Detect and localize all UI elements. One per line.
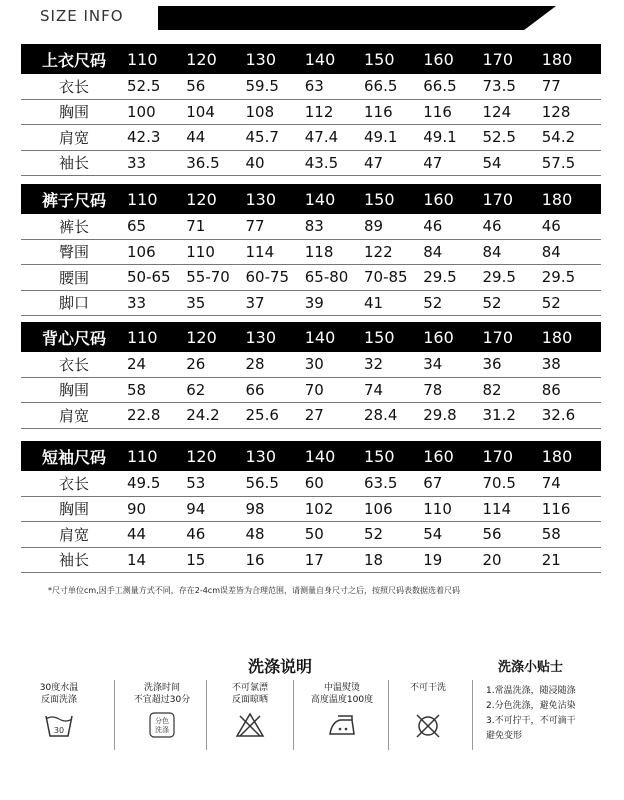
size-table-header	[21, 44, 601, 74]
table-cell: 116	[423, 102, 452, 121]
row-label: 袖长	[58, 551, 89, 570]
tip-line: 避免变形	[486, 731, 523, 741]
table-cell: 114	[245, 242, 275, 261]
row-label: 胸围	[58, 381, 89, 400]
table-cell: 98	[245, 499, 265, 518]
table-row	[21, 291, 601, 317]
size-header-cell: 160	[423, 327, 454, 347]
row-label: 胸围	[58, 103, 89, 122]
row-label: 肩宽	[58, 128, 89, 147]
wash-item-line: 不可干洗	[409, 683, 446, 693]
table-cell: 57.5	[541, 153, 576, 172]
size-table-label: 上衣尺码	[41, 50, 106, 70]
table-cell: 29.5	[541, 268, 576, 287]
row-label: 肩宽	[58, 406, 89, 425]
table-cell: 70-85	[364, 268, 408, 287]
table-cell: 39	[304, 293, 324, 312]
table-cell: 78	[423, 380, 443, 399]
row-label: 衣长	[58, 77, 89, 96]
table-cell: 34	[423, 355, 443, 374]
row-label: 裤长	[58, 217, 89, 236]
wash-item-line: 不宜超过30分	[133, 695, 191, 705]
row-label: 袖长	[58, 154, 89, 173]
size-table	[21, 44, 601, 176]
no-bleach-icon	[210, 712, 290, 738]
table-cell: 14	[127, 550, 147, 569]
table-cell: 128	[541, 102, 571, 121]
table-cell: 84	[423, 242, 443, 261]
table-cell: 62	[186, 380, 206, 399]
table-cell: 19	[423, 550, 443, 569]
size-header-cell: 180	[541, 446, 573, 466]
size-header-cell: 130	[245, 189, 277, 209]
size-header-cell: 170	[482, 446, 514, 466]
table-cell: 50	[304, 525, 324, 544]
table-cell: 83	[304, 217, 324, 236]
wash-30-icon	[22, 712, 96, 738]
header-decoration-bar	[158, 6, 556, 30]
table-cell: 66.5	[364, 77, 398, 96]
size-header-cell: 160	[423, 446, 454, 466]
table-cell: 46	[186, 525, 206, 544]
wash-item	[22, 682, 96, 738]
size-table-label: 背心尺码	[41, 328, 106, 348]
table-cell: 60-75	[245, 268, 290, 287]
size-table-header	[21, 184, 601, 214]
size-header-cell: 120	[186, 49, 217, 69]
table-cell: 52.5	[482, 128, 516, 147]
size-header-cell: 150	[364, 327, 395, 347]
size-header-cell: 160	[423, 189, 454, 209]
table-cell: 22.8	[127, 406, 161, 425]
tip-line: 1.常温洗涤，随浸随涤	[486, 686, 576, 696]
size-header-cell: 170	[482, 49, 514, 69]
size-table	[21, 322, 601, 429]
table-cell: 77	[541, 77, 561, 96]
table-cell: 60	[304, 474, 324, 493]
table-cell: 21	[541, 550, 561, 569]
size-header-cell: 130	[245, 49, 277, 69]
wash-item	[118, 682, 206, 738]
size-header-cell: 140	[304, 189, 336, 209]
table-cell: 24	[127, 355, 147, 374]
table-cell: 25.6	[245, 406, 279, 425]
table-cell: 27	[304, 406, 324, 425]
table-cell: 40	[245, 153, 265, 172]
table-cell: 24.2	[186, 406, 220, 425]
wash-item	[210, 682, 290, 738]
table-cell: 65-80	[304, 268, 349, 287]
table-cell: 124	[482, 102, 512, 121]
size-header-cell: 150	[364, 446, 395, 466]
size-table-label: 裤子尺码	[41, 190, 106, 210]
table-cell: 67	[423, 474, 443, 493]
row-label: 臀围	[58, 243, 89, 262]
size-header-cell: 180	[541, 189, 573, 209]
table-cell: 44	[127, 525, 147, 544]
table-cell: 53	[186, 474, 206, 493]
size-header-cell: 130	[245, 327, 277, 347]
wash-instructions-title: 洗涤说明	[248, 657, 313, 676]
measurement-note: *尺寸单位cm,因手工测量方式不同，存在2-4cm误差皆为合理范围，请测量自身尺寸之后，按照尺码表数据选着尺码	[48, 586, 460, 595]
table-cell: 108	[245, 102, 275, 121]
row-label: 脚口	[58, 294, 89, 313]
size-header-cell: 170	[482, 327, 514, 347]
size-header-cell: 120	[186, 446, 217, 466]
table-cell: 58	[541, 525, 561, 544]
table-row	[21, 352, 601, 378]
table-cell: 73.5	[482, 77, 516, 96]
iron-icon	[297, 712, 387, 738]
header-title: SIZE INFO	[40, 7, 124, 25]
wash-item-line: 不可氯漂	[231, 683, 268, 693]
table-cell: 56.5	[245, 474, 279, 493]
table-cell: 47.4	[304, 128, 339, 147]
table-cell: 94	[186, 499, 206, 518]
table-cell: 52	[482, 293, 502, 312]
table-cell: 66	[245, 380, 265, 399]
row-label: 衣长	[58, 355, 89, 374]
wash-item-line	[392, 694, 464, 706]
size-header-cell: 150	[364, 49, 395, 69]
table-cell: 49.1	[364, 128, 398, 147]
table-cell: 32.6	[541, 406, 576, 425]
table-cell: 54	[423, 525, 443, 544]
table-cell: 28.4	[364, 406, 398, 425]
table-cell: 47	[364, 153, 384, 172]
table-row	[21, 240, 601, 266]
table-cell: 55-70	[186, 268, 230, 287]
table-cell: 84	[482, 242, 502, 261]
row-label: 腰围	[58, 268, 89, 287]
wash-temp-text: 30	[53, 726, 65, 735]
size-header-cell: 110	[127, 446, 158, 466]
size-table-header	[21, 322, 601, 352]
size-header-cell: 120	[186, 327, 217, 347]
separate-color-icon	[118, 712, 206, 738]
table-cell: 50-65	[127, 268, 171, 287]
wash-item-line: 30度水温	[39, 683, 79, 693]
tip-line: 3.不可拧干，不可滴干	[486, 716, 576, 726]
table-cell: 59.5	[245, 77, 279, 96]
size-table-label: 短袖尺码	[41, 447, 106, 467]
table-cell: 49.1	[423, 128, 457, 147]
table-cell: 31.2	[482, 406, 516, 425]
table-cell: 33	[127, 293, 147, 312]
table-row	[21, 100, 601, 126]
tip-line: 2.分色洗涤，避免沾染	[486, 701, 576, 711]
size-table	[21, 184, 601, 316]
table-cell: 44	[186, 128, 206, 147]
table-cell: 74	[364, 380, 384, 399]
divider	[472, 680, 473, 750]
table-cell: 84	[541, 242, 561, 261]
table-cell: 86	[541, 380, 561, 399]
table-cell: 15	[186, 550, 206, 569]
table-cell: 70.5	[482, 474, 516, 493]
wash-tips-title: 洗涤小贴士	[498, 660, 564, 675]
table-cell: 28	[245, 355, 265, 374]
size-header-cell: 140	[304, 49, 336, 69]
table-cell: 90	[127, 499, 147, 518]
size-header-cell: 110	[127, 49, 158, 69]
table-cell: 58	[127, 380, 147, 399]
table-cell: 29.5	[482, 268, 516, 287]
table-cell: 37	[245, 293, 265, 312]
table-cell: 18	[364, 550, 384, 569]
table-row	[21, 471, 601, 497]
divider	[293, 680, 294, 750]
table-cell: 46	[541, 217, 561, 236]
table-cell: 106	[364, 499, 393, 518]
table-cell: 35	[186, 293, 206, 312]
wash-item-line: 高度温度100度	[310, 695, 374, 705]
table-cell: 16	[245, 550, 265, 569]
table-cell: 29.8	[423, 406, 457, 425]
table-row	[21, 125, 601, 151]
separate-text-2: 洗涤	[155, 726, 169, 734]
table-cell: 116	[364, 102, 393, 121]
table-row	[21, 378, 601, 404]
wash-tips-list	[486, 684, 576, 744]
wash-item-line: 反面洗涤	[40, 695, 77, 705]
table-cell: 71	[186, 217, 206, 236]
size-header-cell: 180	[541, 49, 573, 69]
table-cell: 66.5	[423, 77, 457, 96]
wash-item-line: 中温熨烫	[323, 683, 360, 693]
table-cell: 30	[304, 355, 324, 374]
table-row	[21, 214, 601, 240]
table-cell: 46	[482, 217, 502, 236]
size-header-cell: 140	[304, 446, 336, 466]
wash-item-line: 反面晾晒	[231, 695, 268, 705]
table-row	[21, 548, 601, 574]
header	[0, 0, 624, 32]
wash-item	[297, 682, 387, 738]
size-table-header	[21, 441, 601, 471]
table-cell: 110	[186, 242, 215, 261]
table-cell: 110	[423, 499, 452, 518]
table-cell: 29.5	[423, 268, 457, 287]
size-header-cell: 180	[541, 327, 573, 347]
table-cell: 33	[127, 153, 147, 172]
table-cell: 52	[541, 293, 561, 312]
table-cell: 48	[245, 525, 265, 544]
table-cell: 45.7	[245, 128, 279, 147]
table-cell: 36.5	[186, 153, 220, 172]
size-header-cell: 150	[364, 189, 395, 209]
table-cell: 74	[541, 474, 561, 493]
separate-text-1: 分色	[155, 717, 169, 725]
table-cell: 122	[364, 242, 393, 261]
table-cell: 56	[482, 525, 502, 544]
table-cell: 17	[304, 550, 324, 569]
table-cell: 46	[423, 217, 443, 236]
row-label: 衣长	[58, 474, 89, 493]
size-header-cell: 110	[127, 327, 158, 347]
table-cell: 42.3	[127, 128, 161, 147]
size-header-cell: 120	[186, 189, 217, 209]
table-cell: 70	[304, 380, 324, 399]
table-cell: 63.5	[364, 474, 398, 493]
table-cell: 106	[127, 242, 156, 261]
table-cell: 38	[541, 355, 561, 374]
table-cell: 20	[482, 550, 502, 569]
table-cell: 52	[364, 525, 384, 544]
table-row	[21, 522, 601, 548]
wash-item	[392, 682, 464, 740]
table-cell: 54.2	[541, 128, 576, 147]
table-cell: 100	[127, 102, 156, 121]
size-header-cell: 160	[423, 49, 454, 69]
size-header-cell: 170	[482, 189, 514, 209]
table-cell: 49.5	[127, 474, 161, 493]
divider	[206, 680, 207, 750]
table-row	[21, 403, 601, 429]
size-header-cell: 140	[304, 327, 336, 347]
table-cell: 102	[304, 499, 334, 518]
table-cell: 112	[304, 102, 334, 121]
no-dry-clean-icon	[392, 712, 464, 740]
table-cell: 89	[364, 217, 384, 236]
divider	[114, 680, 115, 750]
table-cell: 104	[186, 102, 215, 121]
size-header-cell: 110	[127, 189, 158, 209]
table-cell: 82	[482, 380, 502, 399]
table-row	[21, 497, 601, 523]
table-cell: 63	[304, 77, 324, 96]
size-header-cell: 130	[245, 446, 277, 466]
table-row	[21, 74, 601, 100]
table-cell: 54	[482, 153, 502, 172]
table-cell: 118	[304, 242, 334, 261]
row-label: 肩宽	[58, 525, 89, 544]
size-table	[21, 441, 601, 573]
table-row	[21, 265, 601, 291]
table-cell: 114	[482, 499, 512, 518]
wash-item-line: 洗涤时间	[143, 683, 180, 693]
table-cell: 32	[364, 355, 384, 374]
table-cell: 41	[364, 293, 384, 312]
table-cell: 77	[245, 217, 265, 236]
table-cell: 52.5	[127, 77, 161, 96]
table-cell: 26	[186, 355, 206, 374]
table-row	[21, 151, 601, 177]
table-cell: 43.5	[304, 153, 339, 172]
table-cell: 36	[482, 355, 502, 374]
table-cell: 47	[423, 153, 443, 172]
divider	[388, 680, 389, 750]
table-cell: 56	[186, 77, 206, 96]
row-label: 胸围	[58, 500, 89, 519]
table-cell: 52	[423, 293, 443, 312]
table-cell: 116	[541, 499, 571, 518]
table-cell: 65	[127, 217, 147, 236]
